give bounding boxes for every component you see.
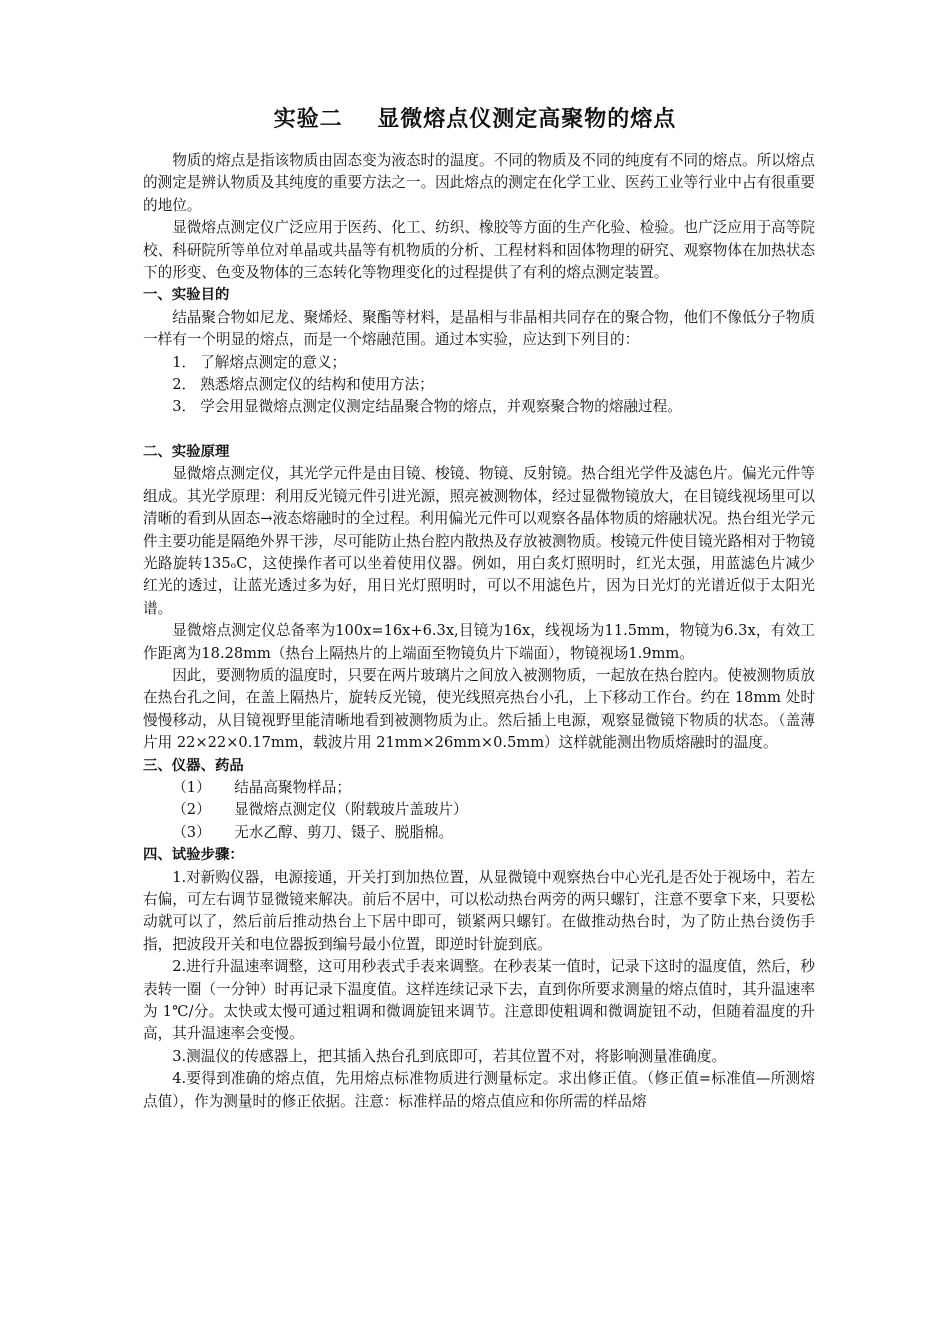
section-heading-principle: 二、实验原理 <box>143 443 230 460</box>
instrument-number: （2） <box>172 801 211 819</box>
procedure-step-1: 1.对新购仪器，电源接通，开关打到加热位置，从显微镜中观察热台中心光孔是否处于视场中，若左右偏，可左右调节显微镜来解决。前后不居中，可以松动热台两旁的两只螺钉，注意不要拿下来，只要松动就可以了，然后前后推动热台上下居中即可，锁紧两只螺钉。在做推动热台时，为了防止热台烫伤手指，把波段开关和电位器扳到编号最小位置，即逆时针旋到底。 <box>143 868 815 953</box>
section-heading-procedure: 四、试验步骤： <box>143 847 244 864</box>
principle-paragraph-3: 因此，要测物质的温度时，只要在两片玻璃片之间放入被测物质，一起放在热台腔内。使被测物质放在热台孔之间，在盖上隔热片，旋转反光镜，使光线照亮热台小孔，上下移动工作台。约在 18mm 处时慢慢移动，从目镜视野里能清晰地看到被测物质为止。然后插上电源，观察显微镜下物质的状态。（盖薄片用 22×22×0.17mm，载波片用 21mm×26mm×0.5mm）这样就能测出物质熔融时的温度。 <box>143 666 815 752</box>
intro-paragraph-1: 物质的熔点是指该物质由固态变为液态时的温度。不同的物质及不同的纯度有不同的熔点。所以熔点的测定是辨认物质及其纯度的重要方法之一。因此熔点的测定在化学工业、医药工业等行业中占有很重要的地位。 <box>143 152 815 214</box>
intro-paragraph-2: 显微熔点测定仪广泛应用于医药、化工、纺织、橡胶等方面的生产化验、检验。也广泛应用于高等院校、科研院所等单位对单晶或共晶等有机物质的分析、工程材料和固体物理的研究、观察物体在加热状态下的形变、色变及物体的三态转化等物理变化的过程提供了有利的熔点测定装置。 <box>143 219 815 282</box>
objective-text: 学会用显微熔点测定仪测定结晶聚合物的熔点，并观察聚合物的熔融过程。 <box>200 398 682 416</box>
section-heading-objectives: 一、实验目的 <box>143 287 230 304</box>
procedure-step-3: 3.测温仪的传感器上，把其插入热台孔到底即可，若其位置不对，将影响测量准确度。 <box>172 1047 727 1065</box>
objective-number: 2． <box>172 376 197 394</box>
objective-item <box>143 374 815 396</box>
procedure-step-2: 2.进行升温速率调整，这可用秒表式手表来调整。在秒表某一值时，记录下这时的温度值，然后，秒表转一圈（一分钟）时再记录下温度值。这样连续记录下去，直到你所要求测量的熔点值时，其升温速率为 1℃/分。太快或太慢可通过粗调和微调旋钮来调节。注意即使粗调和微调旋钮不动，但随着温度的升高，其升温速率会变慢。 <box>143 958 815 1043</box>
objective-text: 了解熔点测定的意义； <box>200 353 347 371</box>
principle-paragraph-1: 显微熔点测定仪，其光学元件是由目镜、梭镜、物镜、反射镜。热合组光学件及滤色片。偏光元件等组成。其光学原理：利用反光镜元件引进光源，照亮被测物体，经过显微物镜放大，在目镜线视场里可以清晰的看到从固态→液态熔融时的全过程。利用偏光元件可以观察各晶体物质的熔融状况。热台组光学元件主要功能是隔绝外界干涉，尽可能防止热台腔内散热及存放被测物质。梭镜元件使目镜光路相对于物镜光路旋转135ₒC，这使操作者可以坐着使用仪器。例如，用白炙灯照明时，红光太强，用蓝滤色片减少红光的透过，让蓝光透过多为好，用日光灯照明时，可以不用滤色片，因为日光灯的光谱近似于太阳光谱。 <box>143 465 815 617</box>
document-body <box>143 150 815 1113</box>
instrument-number: （1） <box>172 778 211 796</box>
principle-paragraph-2: 显微熔点测定仪总备率为100x=16x+6.3x,目镜为16x，线视场为11.5mm，物镜为6.3x，有效工作距离为18.28mm（热台上隔热片的上端面至物镜负片下端面），物镜视场1.9mm。 <box>143 622 815 662</box>
instrument-text: 无水乙醇、剪刀、镊子、脱脂棉。 <box>234 823 454 841</box>
objective-item <box>143 352 815 374</box>
objective-number: 3． <box>172 398 197 416</box>
instrument-item <box>143 822 815 844</box>
procedure-step-4: 4.要得到准确的熔点值，先用熔点标准物质进行测量标定。求出修正值。（修正值=标准值—所测熔点值），作为测量时的修正依据。注意：标准样品的熔点值应和你所需的样品熔 <box>143 1070 815 1110</box>
instrument-number: （3） <box>172 823 211 841</box>
blank-line <box>143 419 815 441</box>
instrument-item <box>143 777 815 799</box>
instrument-item <box>143 799 815 821</box>
objective-text: 熟悉熔点测定仪的结构和使用方法； <box>200 376 434 394</box>
objective-item <box>143 396 815 418</box>
section-heading-instruments: 三、仪器、药品 <box>143 757 244 774</box>
instrument-text: 显微熔点测定仪（附载玻片盖玻片） <box>234 801 468 819</box>
instrument-text: 结晶高聚物样品； <box>234 778 351 796</box>
page-title: 实验二 显微熔点仪测定高聚物的熔点 <box>273 107 677 132</box>
objectives-paragraph: 结晶聚合物如尼龙、聚烯烃、聚酯等材料，是晶相与非晶相共同存在的聚合物，他们不像低分子物质一样有一个明显的熔点，而是一个熔融范围。通过本实验，应达到下列目的： <box>143 308 815 349</box>
objective-number: 1． <box>172 353 197 371</box>
